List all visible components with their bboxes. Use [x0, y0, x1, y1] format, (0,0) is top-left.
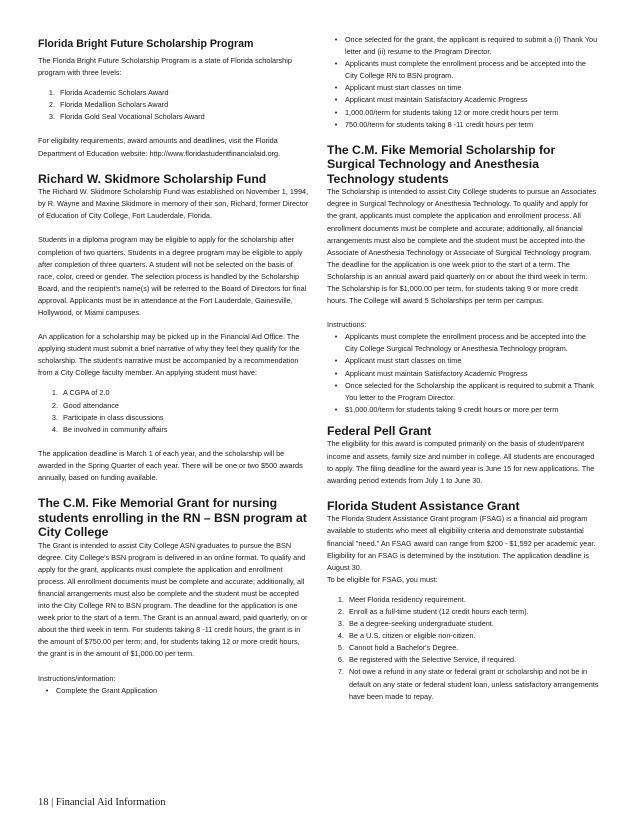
bullet-list — [327, 331, 599, 416]
bullet-list — [327, 34, 599, 131]
left-column — [38, 38, 310, 697]
footer-section-title: Financial Aid Information — [55, 797, 166, 808]
list-item: 1. Florida Academic Scholars Award — [48, 88, 169, 98]
list-item: 4. Be a U.S. citizen or eligible non-citizen. — [337, 631, 476, 641]
paragraph: Instructions/information: — [38, 673, 116, 683]
list-item: • Once selected for the grant, the applicant is required to submit a (i) Thank You letter and (ii) resume to the Program Director. — [334, 35, 598, 57]
paragraph: Instructions: — [327, 320, 367, 330]
ordered-list — [327, 594, 599, 703]
paragraph: The Florida Student Assistance Grant program (FSAG) is a financial aid program available to students who meet all eligibility criteria and demonstrate substantial financial "need." An FSAG award can range from $200 - $1,592 per academic year. Eligibility for an FSAG is determined by the institution. The application deadline is August 30. — [327, 514, 596, 572]
list-item: • Once selected for the Scholarship the applicant is required to submit a Thank You letter to the Program Director. — [334, 380, 594, 402]
list-item: 2. Enroll as a full-time student (12 credit hours each term). — [337, 606, 529, 616]
list-item: 3. Participate in class discussions — [51, 412, 164, 422]
page-number: 18 — [38, 797, 49, 808]
list-item: 3. Be a degree-seeking undergraduate student. — [337, 619, 494, 629]
section-heading: The C.M. Fike Memorial Grant for nursing students enrolling in the RN – BSN program at City College — [38, 496, 307, 540]
list-item: • Applicant must maintain Satisfactory Academic Progress — [334, 95, 528, 105]
paragraph: The Florida Bright Future Scholarship Program is a state of Florida scholarship program with three levels: — [38, 56, 292, 78]
paragraph: To be eligible for FSAG, you must: — [327, 574, 438, 584]
section-heading: Florida Bright Future Scholarship Program — [38, 38, 254, 50]
list-item: • Applicants must complete the enrollment process and be accepted into the City College Surgical Technology or Anesthesia Technology program. — [334, 332, 586, 354]
paragraph: The Grant is intended to assist City College ASN graduates to pursue the BSN degree. City College's BSN program is delivered in an online format. To qualify and apply for the grant, applicants must complete the application and enrollment process. All enrollment documents must be complete and accurate; additionally, all financial arrangements must also be complete and the student must be accepted into the City College RN to BSN program. The deadline for the application is one week prior to the start of a term. The Grant is an annual award, paid quarterly, on or about the third week in term. For students taking 8 -11 credit hours, the grant is in the amount of $750.00 per term; and, for students taking 12 or more credit hours, the grant is in the amount of $1,000.00 per term. — [38, 540, 308, 659]
right-column — [327, 34, 599, 703]
paragraph: An application for a scholarship may be picked up in the Financial Aid Office. The applying student must submit a brief narrative of why they feel they qualify for the scholarship. The student's narrative must be accompanied by a recommendation from a City College faculty member. An applying student must have: — [38, 332, 300, 378]
footer-separator: | — [51, 797, 54, 808]
list-item: 4. Be involved in community affairs — [51, 424, 168, 434]
list-item: 1. Meet Florida residency requirement. — [337, 594, 466, 604]
section-heading: The C.M. Fike Memorial Scholarship for Surgical Technology and Anesthesia Technology students — [327, 142, 556, 186]
section-heading: Federal Pell Grant — [327, 423, 432, 438]
list-item: 2. Florida Medallion Scholars Award — [48, 100, 169, 110]
paragraph: The Richard W. Skidmore Scholarship Fund was established on November 1, 1994, by R. Wayne and Maxine Skidmore in memory of their son, Richard, former Director of Education of City College, Fort Lauderdale, Florida. — [38, 187, 309, 221]
paragraph: The Scholarship is intended to assist City College students to pursue an Associates degree in Surgical Technology or Anesthesia Technology. To qualify and apply for the grant, applicants must complete the application and enrollment process. All enrollment documents must be complete and accurate; additionally, all financial arrangements must also be complete and the student must be accepted into the Associate of Anesthesia Technology or Associate of Surgical Technology program. The deadline for the application is one week prior to the start of a term. The Scholarship is an annual award paid quarterly on or about the third week in term. The Scholarship is for $1,000.00 per term, for students taking 9 or more credit hours. The College will award 5 Scholarships per term per campus. — [327, 187, 597, 306]
list-item: • Applicants must complete the enrollment process and be accepted into the City College RN to BSN program. — [334, 59, 586, 81]
list-item: • Applicant must start classes on time — [334, 83, 462, 93]
list-item: 6. Be registered with the Selective Service, if required. — [337, 655, 517, 665]
paragraph: The eligibility for this award is computed primarily on the basis of student/parent income and assets, family size and number in college. All students are encouraged to apply. The filing deadline for the award year is June 15 for new applications. The awarding period extends from July 1 to June 30. — [327, 439, 595, 485]
paragraph: Students in a diploma program may be eligible to apply for the scholarship after completion of two quarters. Students in a degree program may be eligible to apply after completion of three quarters. A student will not be selected on the basis of race, color, creed or gender. The selection process is handled by the Scholarship Board, and the recipient's name(s) will be referred to the Board of Directors for final approval. Applicants must be in attendance at the Fort Lauderdale, Gainesville, Hollywood, or Miami campuses. — [38, 235, 307, 317]
list-item: 7. Not owe a refund in any state or federal grant or scholarship and not be in default on any state or federal student loan, unless satisfactory arrangements have been made to repay. — [337, 667, 599, 701]
bullet-list — [38, 685, 310, 697]
list-item: • Applicant must maintain Satisfactory Academic Progress — [334, 368, 528, 378]
list-item: • Applicant must start classes on time — [334, 356, 462, 366]
list-item: 5. Cannot hold a Bachelor's Degree. — [337, 643, 459, 653]
page-footer — [38, 797, 166, 808]
list-item: 1. A CGPA of 2.0 — [51, 388, 110, 398]
list-item: 2. Good attendance — [51, 400, 119, 410]
list-item: • 750.00/term for students taking 8 -11 credit hours per term — [334, 119, 534, 129]
list-item: • $1,000.00/term for students taking 9 credit hours or more per term — [334, 404, 559, 414]
section-heading: Richard W. Skidmore Scholarship Fund — [38, 171, 267, 186]
section-heading: Florida Student Assistance Grant — [327, 498, 520, 513]
ordered-list — [38, 87, 310, 123]
list-item: 3. Florida Gold Seal Vocational Scholars Award — [48, 112, 205, 122]
ordered-list — [38, 387, 310, 435]
paragraph: The application deadline is March 1 of each year, and the scholarship will be awarded in the Spring Quarter of each year. There will be one or two $500 awards annually, based on funding available. — [38, 448, 303, 483]
list-item: • Complete the Grant Application — [45, 685, 157, 695]
paragraph: For eligibility requirements, award amounts and deadlines, visit the Florida Department of Education website: http://www.floridastudentfinancialaid.org. — [38, 136, 281, 158]
list-item: • 1,000.00/term for students taking 12 or more credit hours per term — [334, 107, 559, 117]
